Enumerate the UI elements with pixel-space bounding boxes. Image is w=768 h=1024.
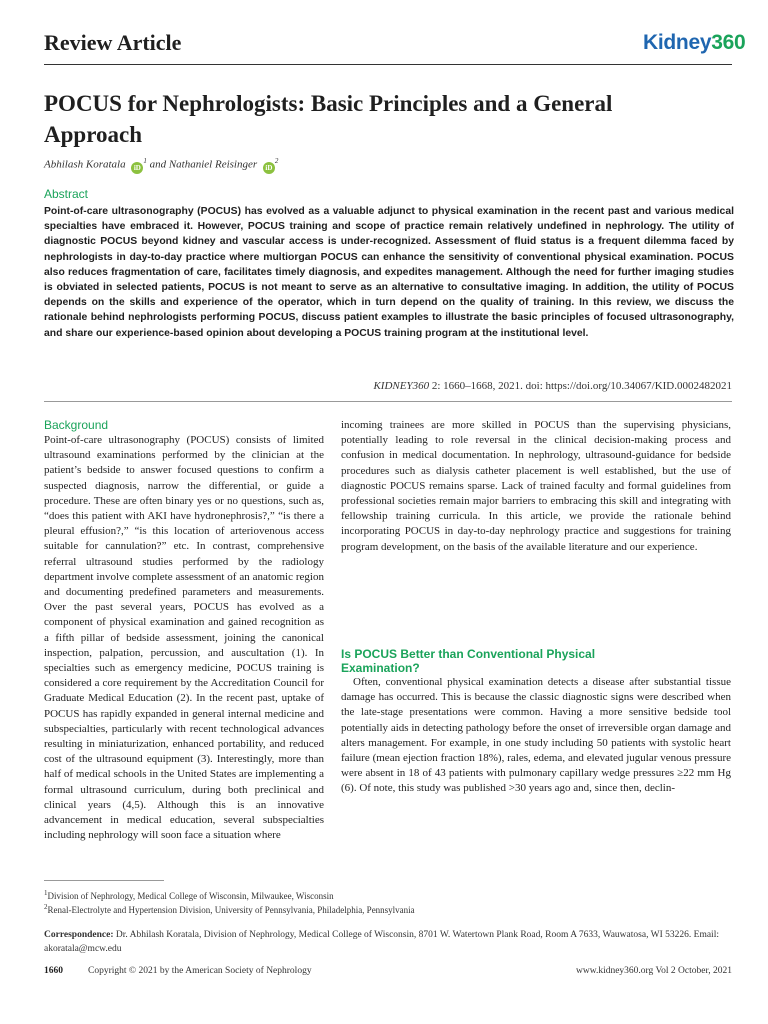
footnote-divider — [44, 880, 164, 881]
abstract-body: Point-of-care ultrasonography (POCUS) has evolved as a valuable adjunct to physical examination in the recent past and various medical specialties have embraced it. However, POCUS training and scope of practice remain relatively undefined in nephrology. The utility of diagnostic POCUS beyond kidney and vascular access is under-recognized. Assessment of fluid status is a frequent dilemma faced by nephrologists in day-to-day practice where multiorgan POCUS can enhance the sensitivity of conventional physical examination. POCUS also reduces fragmentation of care, facilitates timely diagnosis, and expedites management. Although the need for further imaging studies is obviated in selected patients, POCUS is not meant to serve as an alternative to consultative imaging. In addition, the utility of POCUS depends on the skills and experience of the operator, which in turn depend on the quality of training. In this review, we discuss the rationale behind nephrologists performing POCUS, discuss patient examples to illustrate the basic principles of focused ultrasonography, and share our experience-based opinion about developing a POCUS training program at the institutional level. — [44, 206, 734, 339]
footnote-affiliation-2 — [44, 903, 415, 915]
header-divider — [44, 64, 732, 65]
journal-logo-kidney: Kidney — [643, 31, 712, 54]
article-type-label: Review Article — [44, 30, 182, 55]
background-right-column — [341, 418, 731, 555]
correspondence-label: Correspondence: — [44, 930, 114, 940]
footnote-2-text: Renal-Electrolyte and Hypertension Division, University of Pennsylvania, Philadelphia, Pennsylvania — [47, 905, 415, 915]
background-paragraph-1: Point-of-care ultrasonography (POCUS) consists of limited ultrasound examinations performed by the clinician at the patient’s bedside to answer focused questions to confirm a suspected diagnosis, narrow the differential, or guide a procedure. These are often binary yes or no questions, such as, “does this patient with AKI have hydronephrosis?,” “is there a pleural effusion?,” “is this location of arteriovenous access suitable for cannulation?” etc. In contrast, comprehensive referral ultrasound studies performed by the radiology department involve complete assessment of an anatomic region and documenting predefined parameters and measurements. Over the past several years, POCUS has evolved as a component of physical examination and gained recognition as a fifth pillar of bedside assessment, joining the canonical inspection, palpation, percussion, and auscultation (1). In specialties such as emergency medicine, POCUS training is considered a core requirement by the Accreditation Council for Graduate Medical Education (2). In the recent past, uptake of POCUS has rapidly expanded in general internal medicine and subspecialties, particularly with recent technological advances resulting in miniaturization, enhanced portability, and reduced cost of the ultrasound equipment (3). Interestingly, more than half of medical schools in the United States are implementing a formal ultrasound curriculum, during both preclinical and clinical years (4,5). Although this is an innovative advancement in medical education, several subspecialties including nephrology will soon face a situation where — [44, 434, 324, 842]
section-paragraph: Often, conventional physical examination detects a disease after substantial tissue damage has occurred. This is because the classic diagnostic signs were described when the late-stage presentations were common. Having a more sensitive bedside tool potentially aids in detecting pathology before the onset of irreversible organ damage and alters management. For example, in one study including 50 patients with systolic heart failure (mean ejection fraction 18%), rales, edema, and elevated jugular venous pressure were absent in 18 of 43 patients with pulmonary capillary wedge pressures ≥22 mm Hg (6). Of note, this study was published >30 years ago and, since then, declin- — [341, 676, 731, 795]
author-1-name: Abhilash Koratala — [44, 158, 126, 171]
abstract-divider — [44, 401, 732, 402]
journal-issue-info[interactable]: www.kidney360.org Vol 2 October, 2021 — [575, 966, 732, 976]
background-heading: Background — [44, 418, 109, 432]
correspondence-text: Dr. Abhilash Koratala, Division of Nephrology, Medical College of Wisconsin, 8701 W. Watertown Plank Road, Room A 7633, Wauwatosa, WI 53226. Email: akoratala@mcw.edu — [44, 930, 719, 954]
page-number: 1660 — [44, 966, 63, 976]
journal-logo-360: 360 — [711, 31, 746, 54]
orcid-icon[interactable]: iD — [131, 162, 143, 174]
author-2-name: and Nathaniel Reisinger — [149, 158, 258, 171]
abstract-heading: Abstract — [44, 187, 89, 201]
footnote-affiliation-1 — [44, 889, 334, 901]
citation-journal: KIDNEY360 — [373, 380, 430, 392]
background-paragraph-2: incoming trainees are more skilled in POCUS than the supervising physicians, potentially leading to role reversal in the clinical decision-making process and confusion in medical documentation. In nephrology, ultrasound-guidance for bedside procedures such as dialysis catheter placement is well established, but the use of diagnostic POCUS remains sparse. Lack of trained faculty and formal guidelines from professional societies remain major barriers to embracing this skill and integrating with fellowship training curricula. In this article, we provide the rationale behind incorporating POCUS in day-to-day nephrology practice and suggestions for training program development, on the basis of the available literature and our experience. — [341, 419, 731, 553]
section-pocus-vs-exam-body — [341, 675, 731, 797]
article-title: POCUS for Nephrologists: Basic Principles and a General Approach — [44, 91, 613, 147]
correspondence-note — [44, 928, 732, 956]
author-2-affiliation: 2 — [274, 157, 279, 165]
author-1-affiliation: 1 — [143, 157, 147, 165]
copyright-notice: Copyright © 2021 by the American Society of Nephrology — [88, 966, 312, 976]
journal-logo — [643, 31, 745, 55]
section-heading-pocus-vs-exam: Is POCUS Better than Conventional Physical Examination? — [341, 647, 596, 675]
footnote-1-text: Division of Nephrology, Medical College of Wisconsin, Milwaukee, Wisconsin — [47, 891, 334, 901]
citation-line — [44, 380, 732, 392]
footnote-2-marker: 2 — [44, 903, 48, 911]
background-left-column — [44, 433, 324, 843]
author-line — [44, 157, 278, 174]
footnote-1-marker: 1 — [44, 889, 48, 897]
citation-details[interactable]: 2: 1660–1668, 2021. doi: https://doi.org/10.34067/KID.0002482021 — [429, 380, 732, 392]
orcid-icon[interactable]: iD — [263, 162, 275, 174]
